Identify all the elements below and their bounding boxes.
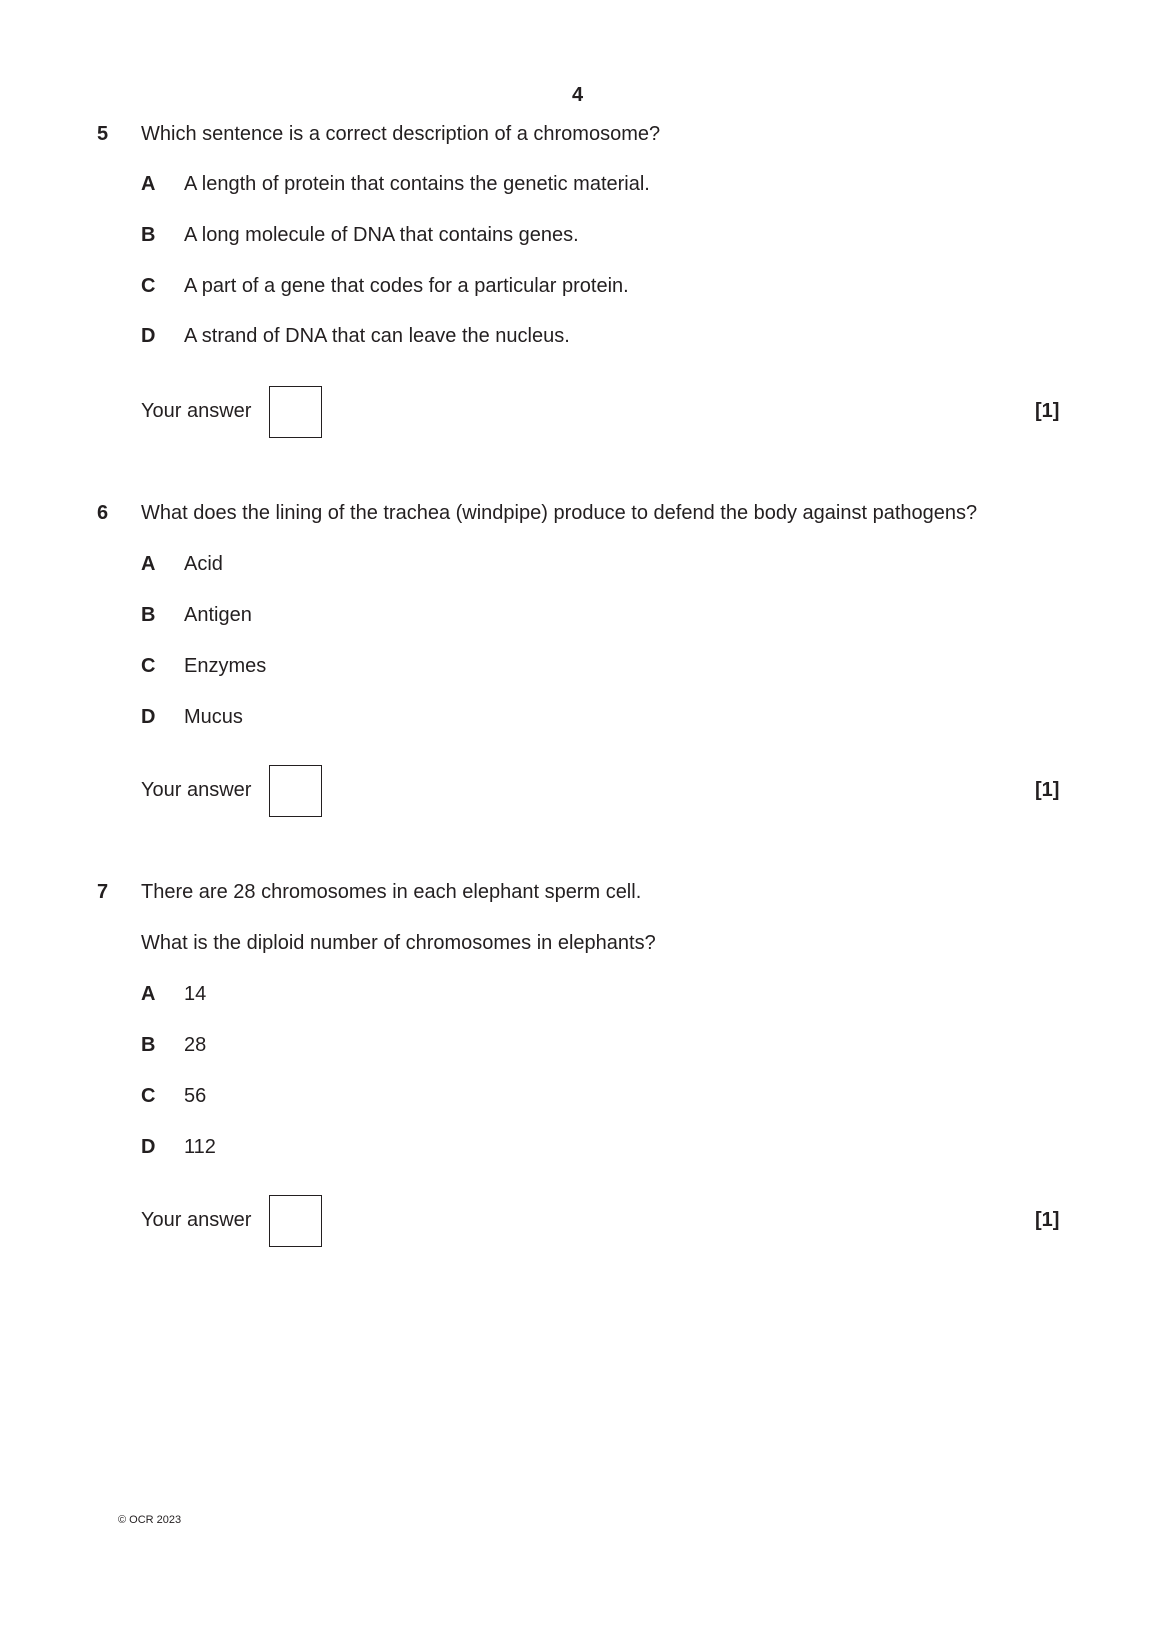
option-text-a: Acid	[184, 553, 223, 575]
option-letter-a: A	[141, 553, 156, 575]
question-number: 6	[97, 502, 109, 524]
option-text-a: 14	[184, 983, 207, 1005]
option-text-c: Enzymes	[184, 655, 267, 677]
your-answer-label: Your answer	[141, 400, 252, 422]
marks-label: [1]	[1035, 1209, 1060, 1231]
option-letter-b: B	[141, 1034, 156, 1056]
option-text-a: A length of protein that contains the genetic material.	[184, 173, 650, 195]
option-text-b: 28	[184, 1034, 207, 1056]
option-text-d: A strand of DNA that can leave the nucleus.	[184, 325, 570, 347]
your-answer-label: Your answer	[141, 1209, 252, 1231]
option-letter-c: C	[141, 1085, 156, 1107]
marks-label: [1]	[1035, 400, 1060, 422]
option-text-b: Antigen	[184, 604, 252, 626]
option-text-b: A long molecule of DNA that contains genes.	[184, 224, 579, 246]
answer-box[interactable]	[269, 386, 322, 438]
copyright-footer: © OCR 2023	[118, 1514, 182, 1526]
option-letter-d: D	[141, 706, 156, 728]
your-answer-label: Your answer	[141, 779, 252, 801]
option-letter-c: C	[141, 655, 156, 677]
option-letter-d: D	[141, 1136, 156, 1158]
option-letter-a: A	[141, 983, 156, 1005]
answer-box[interactable]	[269, 1195, 322, 1247]
option-letter-d: D	[141, 325, 156, 347]
page-number: 4	[572, 84, 584, 106]
option-text-d: Mucus	[184, 706, 243, 728]
option-letter-c: C	[141, 275, 156, 297]
question-prompt: What is the diploid number of chromosomes in elephants?	[141, 932, 656, 954]
question-stem: What does the lining of the trachea (windpipe) produce to defend the body against pathogens?	[141, 502, 978, 524]
question-number: 7	[97, 881, 109, 903]
option-text-c: A part of a gene that codes for a particular protein.	[184, 275, 629, 297]
option-text-c: 56	[184, 1085, 207, 1107]
marks-label: [1]	[1035, 779, 1060, 801]
question-stem: Which sentence is a correct description of a chromosome?	[141, 123, 661, 145]
answer-box[interactable]	[269, 765, 322, 817]
option-letter-b: B	[141, 224, 156, 246]
question-stem: There are 28 chromosomes in each elephant sperm cell.	[141, 881, 642, 903]
option-letter-a: A	[141, 173, 156, 195]
option-text-d: 112	[184, 1136, 216, 1158]
question-number: 5	[97, 123, 109, 145]
option-letter-b: B	[141, 604, 156, 626]
